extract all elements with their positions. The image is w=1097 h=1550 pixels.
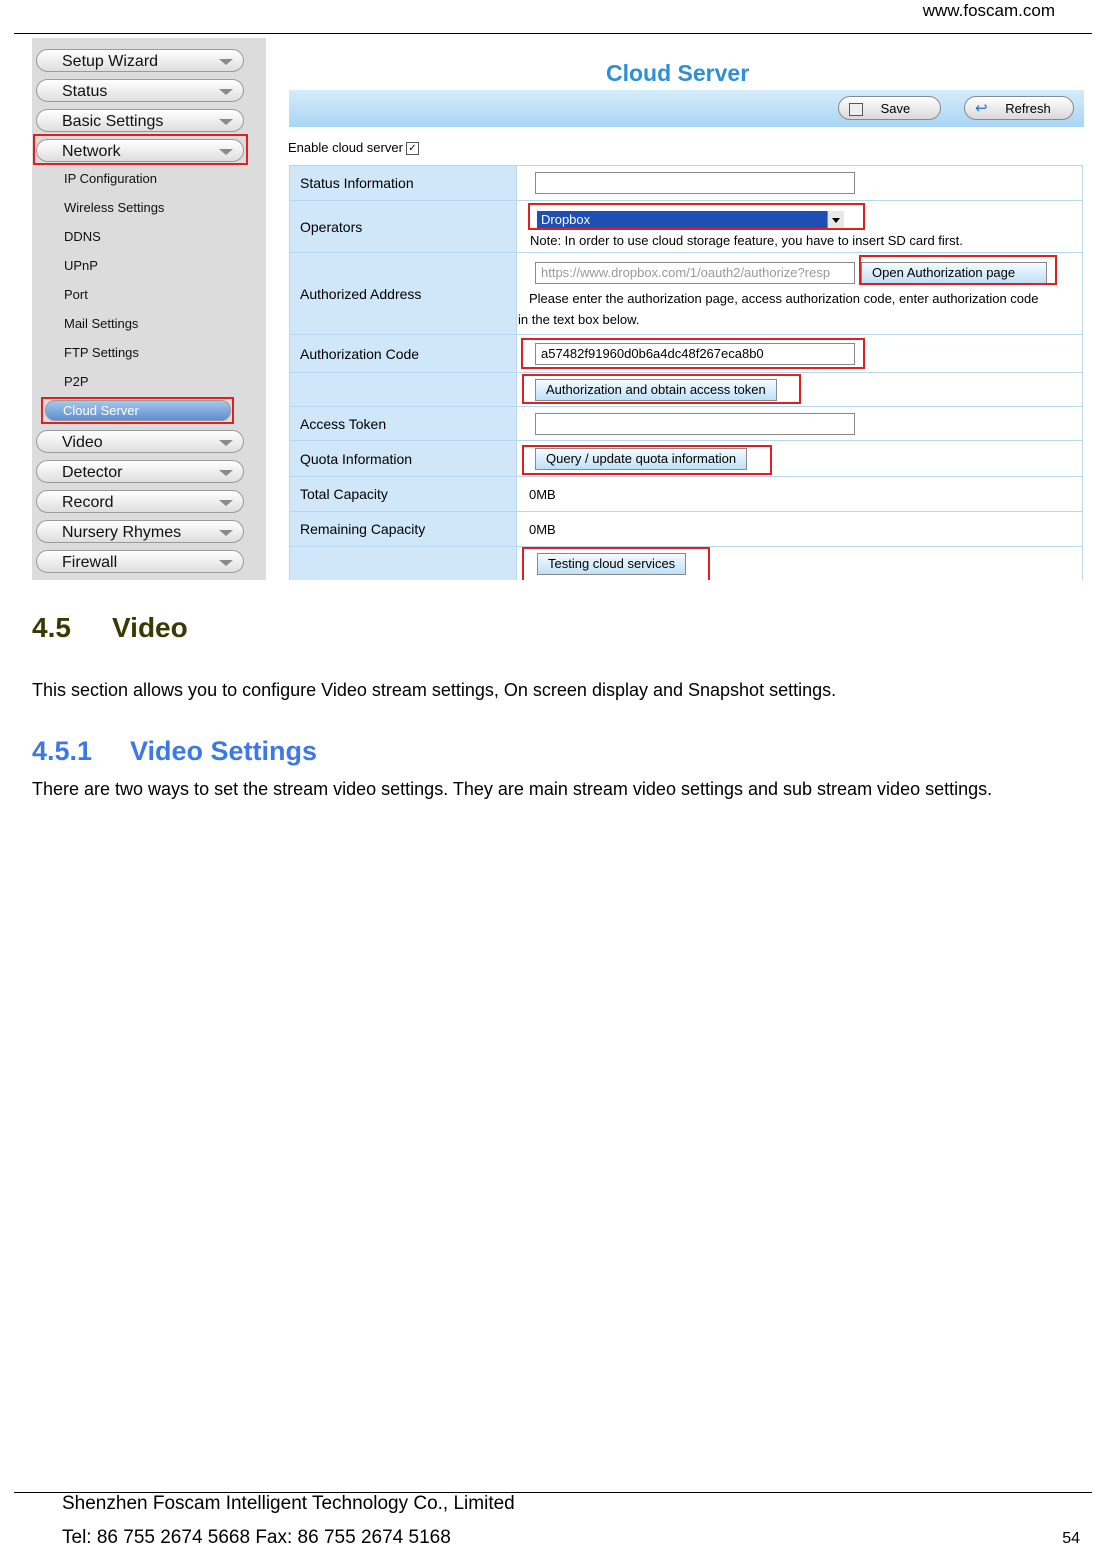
refresh-icon: ↩ bbox=[975, 100, 988, 117]
enable-checkbox[interactable]: ✓ bbox=[406, 142, 419, 155]
menu-label: Firewall bbox=[62, 554, 118, 571]
section-heading-4-5 bbox=[32, 612, 188, 644]
menu-firewall[interactable] bbox=[36, 550, 244, 573]
operators-cell bbox=[517, 201, 1083, 253]
header-rule bbox=[14, 33, 1092, 34]
menu-record[interactable] bbox=[36, 490, 244, 513]
submenu-mail-settings[interactable]: Mail Settings bbox=[64, 316, 139, 331]
authorization-code-label: Authorization Code bbox=[290, 335, 517, 373]
panel-title: Cloud Server bbox=[606, 60, 750, 86]
table-row bbox=[290, 335, 1083, 373]
access-token-label: Access Token bbox=[290, 407, 517, 441]
menu-status[interactable] bbox=[36, 79, 244, 102]
menu-nursery-rhymes[interactable] bbox=[36, 520, 244, 543]
submenu-port[interactable]: Port bbox=[64, 287, 88, 302]
submenu-wireless-settings[interactable]: Wireless Settings bbox=[64, 200, 165, 215]
chevron-down-icon bbox=[219, 470, 233, 476]
obtain-token-button[interactable]: Authorization and obtain access token bbox=[535, 379, 777, 401]
open-authorization-button[interactable]: Open Authorization page bbox=[861, 262, 1047, 284]
total-capacity-value: 0MB bbox=[517, 477, 1083, 512]
menu-label: Setup Wizard bbox=[62, 53, 159, 70]
obtain-token-highlight bbox=[522, 374, 801, 404]
empty-label bbox=[290, 547, 517, 581]
enable-label: Enable cloud server bbox=[288, 140, 403, 155]
table-row bbox=[290, 441, 1083, 477]
testing-cloud-button[interactable]: Testing cloud services bbox=[537, 553, 686, 575]
menu-detector[interactable] bbox=[36, 460, 244, 483]
table-row bbox=[290, 547, 1083, 581]
section-title: Video bbox=[112, 612, 188, 643]
section-number: 4.5 bbox=[32, 612, 71, 643]
authorization-code-field[interactable]: a57482f91960d0b6a4dc48f267eca8b0 bbox=[535, 343, 855, 365]
page-number: 54 bbox=[1062, 1530, 1080, 1547]
operator-highlight bbox=[528, 203, 865, 230]
table-row bbox=[290, 407, 1083, 441]
ui-screenshot bbox=[32, 38, 1093, 580]
operator-select-value: Dropbox bbox=[541, 212, 591, 227]
menu-label: Status bbox=[62, 83, 108, 100]
refresh-button[interactable] bbox=[964, 96, 1074, 120]
save-button[interactable] bbox=[838, 96, 941, 120]
table-row bbox=[290, 201, 1083, 253]
video-settings-paragraph: There are two ways to set the stream video settings. They are main stream video settings and sub stream video settings. bbox=[32, 779, 993, 799]
authorized-address-cell bbox=[517, 253, 1083, 335]
chevron-down-icon bbox=[219, 530, 233, 536]
total-capacity-label: Total Capacity bbox=[290, 477, 517, 512]
sidebar bbox=[32, 38, 266, 580]
authorized-address-label: Authorized Address bbox=[290, 253, 517, 335]
remaining-capacity-label: Remaining Capacity bbox=[290, 512, 517, 547]
obtain-token-cell bbox=[517, 373, 1083, 407]
submenu-upnp[interactable]: UPnP bbox=[64, 258, 98, 273]
authorized-address-field[interactable]: https://www.dropbox.com/1/oauth2/authorize?resp bbox=[535, 262, 855, 284]
table-row bbox=[290, 512, 1083, 547]
footer-contact: Tel: 86 755 2674 5668 Fax: 86 755 2674 5168 bbox=[62, 1527, 451, 1548]
menu-label: Basic Settings bbox=[62, 113, 164, 130]
menu-setup-wizard[interactable] bbox=[36, 49, 244, 72]
table-row bbox=[290, 253, 1083, 335]
authorization-code-cell bbox=[517, 335, 1083, 373]
submenu-cloud-server[interactable]: Cloud Server bbox=[45, 400, 231, 421]
operators-label: Operators bbox=[290, 201, 517, 253]
submenu-ip-configuration[interactable]: IP Configuration bbox=[64, 171, 157, 186]
subsection-title: Video Settings bbox=[130, 736, 318, 766]
chevron-down-icon bbox=[219, 59, 233, 65]
quota-info-label: Quota Information bbox=[290, 441, 517, 477]
quota-cell bbox=[517, 441, 1083, 477]
access-token-field[interactable] bbox=[535, 413, 855, 435]
chevron-down-icon bbox=[219, 500, 233, 506]
chevron-down-icon bbox=[219, 560, 233, 566]
empty-label bbox=[290, 373, 517, 407]
menu-label: Network bbox=[62, 143, 121, 160]
chevron-down-icon bbox=[219, 89, 233, 95]
menu-video[interactable] bbox=[36, 430, 244, 453]
save-icon bbox=[849, 103, 863, 116]
menu-label: Record bbox=[62, 494, 114, 511]
network-highlight bbox=[33, 134, 248, 165]
submenu-ftp-settings[interactable]: FTP Settings bbox=[64, 345, 139, 360]
table-row bbox=[290, 166, 1083, 201]
video-intro-paragraph: This section allows you to configure Video stream settings, On screen display and Snapshot settings. bbox=[32, 680, 837, 700]
status-info-cell bbox=[517, 166, 1083, 201]
access-token-cell bbox=[517, 407, 1083, 441]
toolbar bbox=[289, 90, 1084, 127]
status-info-field[interactable] bbox=[535, 172, 855, 194]
enable-cloud-server bbox=[288, 140, 419, 155]
status-info-label: Status Information bbox=[290, 166, 517, 201]
chevron-down-icon bbox=[219, 119, 233, 125]
open-authorization-highlight bbox=[859, 255, 1057, 285]
section-heading-4-5-1 bbox=[32, 736, 317, 767]
table-row bbox=[290, 477, 1083, 512]
cloud-server-highlight bbox=[41, 397, 234, 424]
subsection-number: 4.5.1 bbox=[32, 736, 93, 766]
main-panel bbox=[266, 38, 1093, 580]
authorization-code-highlight bbox=[521, 338, 865, 369]
remaining-capacity-value: 0MB bbox=[517, 512, 1083, 547]
submenu-p2p[interactable]: P2P bbox=[64, 374, 89, 389]
operators-note: Note: In order to use cloud storage feature, you have to insert SD card first. bbox=[530, 233, 963, 248]
menu-label: Detector bbox=[62, 464, 123, 481]
chevron-down-icon bbox=[219, 440, 233, 446]
address-note-2: in the text box below. bbox=[518, 312, 640, 328]
menu-label: Nursery Rhymes bbox=[62, 524, 182, 541]
save-button-label: Save bbox=[880, 101, 911, 116]
quota-highlight bbox=[522, 445, 772, 475]
table-row bbox=[290, 373, 1083, 407]
footer-company: Shenzhen Foscam Intelligent Technology Co., Limited bbox=[62, 1493, 515, 1514]
address-note-1: Please enter the authorization page, access authorization code, enter authorization code bbox=[529, 291, 1039, 307]
header-url: www.foscam.com bbox=[922, 1, 1055, 20]
submenu-ddns[interactable]: DDNS bbox=[64, 229, 101, 244]
settings-table bbox=[289, 165, 1083, 580]
testing-highlight bbox=[522, 547, 710, 580]
query-quota-button[interactable]: Query / update quota information bbox=[535, 448, 747, 470]
testing-cell bbox=[517, 547, 1083, 581]
menu-label: Video bbox=[62, 434, 103, 451]
refresh-button-label: Refresh bbox=[1005, 101, 1051, 116]
menu-basic-settings[interactable] bbox=[36, 109, 244, 132]
